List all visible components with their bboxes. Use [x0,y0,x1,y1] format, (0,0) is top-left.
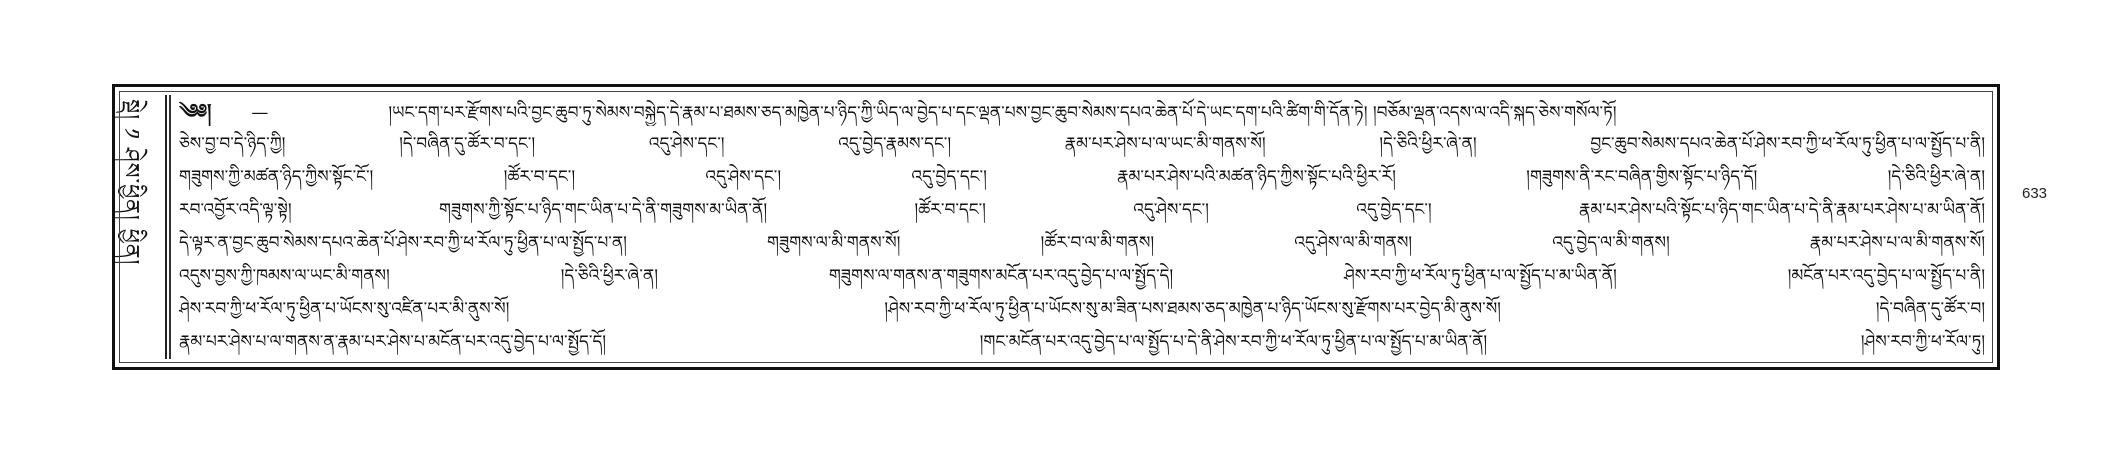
line-text: །ཡང་དག་པར་རྫོགས་པའི་བྱང་ཆུབ་ཏུ་སེམས་བསྐྱེད་དེ་རྣམ་པ་ཐམས་ཅད་མཁྱེན་པ་ཉིད་ཀྱི་ཡིད་ལ་བྱེད་པ་དང་ལྡན་པས་བྱང་ཆུབ་སེམས་དཔའ་ཆེན་པོ་དེ་ཡང་དག་པའི་ཚིག་གི་དོན་ཏེ། །བཅོམ་ལྡན་འདས་ལ་འདི་སྐད་ཅེས་གསོལ་ཏོ། [388,103,1617,123]
folio-page [112,84,2000,370]
margin-label: སྡེ། ༡ ཤེས་ཕྱིན། ཕྱིན། [118,99,143,266]
page-number: 633 [2022,185,2048,202]
text-line-4: རབ་འབྱོར་འདི་ལྟ་སྟེ། གཟུགས་ཀྱི་སྟོང་པ་ཉིད་གང་ཡིན་པ་དེ་ནི་གཟུགས་མ་ཡིན་ནོ། །ཚོར་བ་དང་། འདུ་ཤེས་དང་། འདུ་བྱེད་དང་། རྣམ་པར་ཤེས་པའི་སྟོང་པ་ཉིད་གང་ཡིན་པ་དེ་ནི་རྣམ་པར་ཤེས་པ་མ་ཡིན་ནོ། [179,200,1985,220]
text-line-2: ཅེས་བྱ་བ་དེ་ཉིད་ཀྱི། །དེ་བཞིན་དུ་ཚོར་བ་དང་། འདུ་ཤེས་དང་། འདུ་བྱེད་རྣམས་དང་། རྣམ་པར་ཤེས་པ་ལ་ཡང་མི་གནས་སོ། །དེ་ཅིའི་ཕྱིར་ཞེ་ན། བྱང་ཆུབ་སེམས་དཔའ་ཆེན་པོ་ཤེས་རབ་ཀྱི་ཕ་རོལ་ཏུ་ཕྱིན་པ་ལ་སྤྱོད་པ་ནི། [179,134,1985,154]
margin-divider [169,95,171,359]
text-line-6: འདུས་བྱས་ཀྱི་ཁམས་ལ་ཡང་མི་གནས། །དེ་ཅིའི་ཕྱིར་ཞེ་ན། གཟུགས་ལ་གནས་ན་གཟུགས་མངོན་པར་འདུ་བྱེད་པ་ལ་སྤྱོད་དེ། ཤེས་རབ་ཀྱི་ཕ་རོལ་ཏུ་ཕྱིན་པ་ལ་སྤྱོད་པ་མ་ཡིན་ནོ། །མངོན་པར་འདུ་བྱེད་པ་ལ་སྤྱོད་པ་ནི། [179,266,1985,286]
text-line-1 [179,97,1985,126]
text-line-3: གཟུགས་ཀྱི་མཚན་ཉིད་ཀྱིས་སྟོང་ངོ་། །ཚོར་བ་དང་། འདུ་ཤེས་དང་། འདུ་བྱེད་དང་། རྣམ་པར་ཤེས་པའི་མཚན་ཉིད་ཀྱིས་སྟོང་པའི་ཕྱིར་རོ། །གཟུགས་ནི་རང་བཞིན་གྱིས་སྟོང་པ་ཉིད་དོ། །དེ་ཅིའི་ཕྱིར་ཞེ་ན། [179,167,1985,187]
text-line-7: ཤེས་རབ་ཀྱི་ཕ་རོལ་ཏུ་ཕྱིན་པ་ཡོངས་སུ་འཛིན་པར་མི་ནུས་སོ། །ཤེས་རབ་ཀྱི་ཕ་རོལ་ཏུ་ཕྱིན་པ་ཡོངས་སུ་མ་ཟིན་པས་ཐམས་ཅད་མཁྱེན་པ་ཉིད་ཡོངས་སུ་རྫོགས་པར་བྱེད་མི་ནུས་སོ། །དེ་བཞིན་དུ་ཚོར་བ། [179,299,1985,319]
text-line-8: རྣམ་པར་ཤེས་པ་ལ་གནས་ན་རྣམ་པར་ཤེས་པ་མངོན་པར་འདུ་བྱེད་པ་ལ་སྤྱོད་དོ། །གང་མངོན་པར་འདུ་བྱེད་པ་ལ་སྤྱོད་པ་དེ་ནི་ཤེས་རབ་ཀྱི་ཕ་རོལ་ཏུ་ཕྱིན་པ་ལ་སྤྱོད་པ་མ་ཡིན་ནོ། །ཤེས་རབ་ཀྱི་ཕ་རོལ་ཏུ། [179,332,1985,352]
text-line-5: དེ་ལྟར་ན་བྱང་ཆུབ་སེམས་དཔའ་ཆེན་པོ་ཤེས་རབ་ཀྱི་ཕ་རོལ་ཏུ་ཕྱིན་པ་ལ་སྤྱོད་པ་ན། གཟུགས་ལ་མི་གནས་སོ། །ཚོར་བ་ལ་མི་གནས། འདུ་ཤེས་ལ་མི་གནས། འདུ་བྱེད་ལ་མི་གནས། རྣམ་པར་ཤེས་པ་ལ་མི་གནས་སོ། [179,233,1985,253]
text-block [179,97,1985,357]
opening-mark: ༄༅། [179,99,212,123]
opening-dash: — [251,103,269,123]
